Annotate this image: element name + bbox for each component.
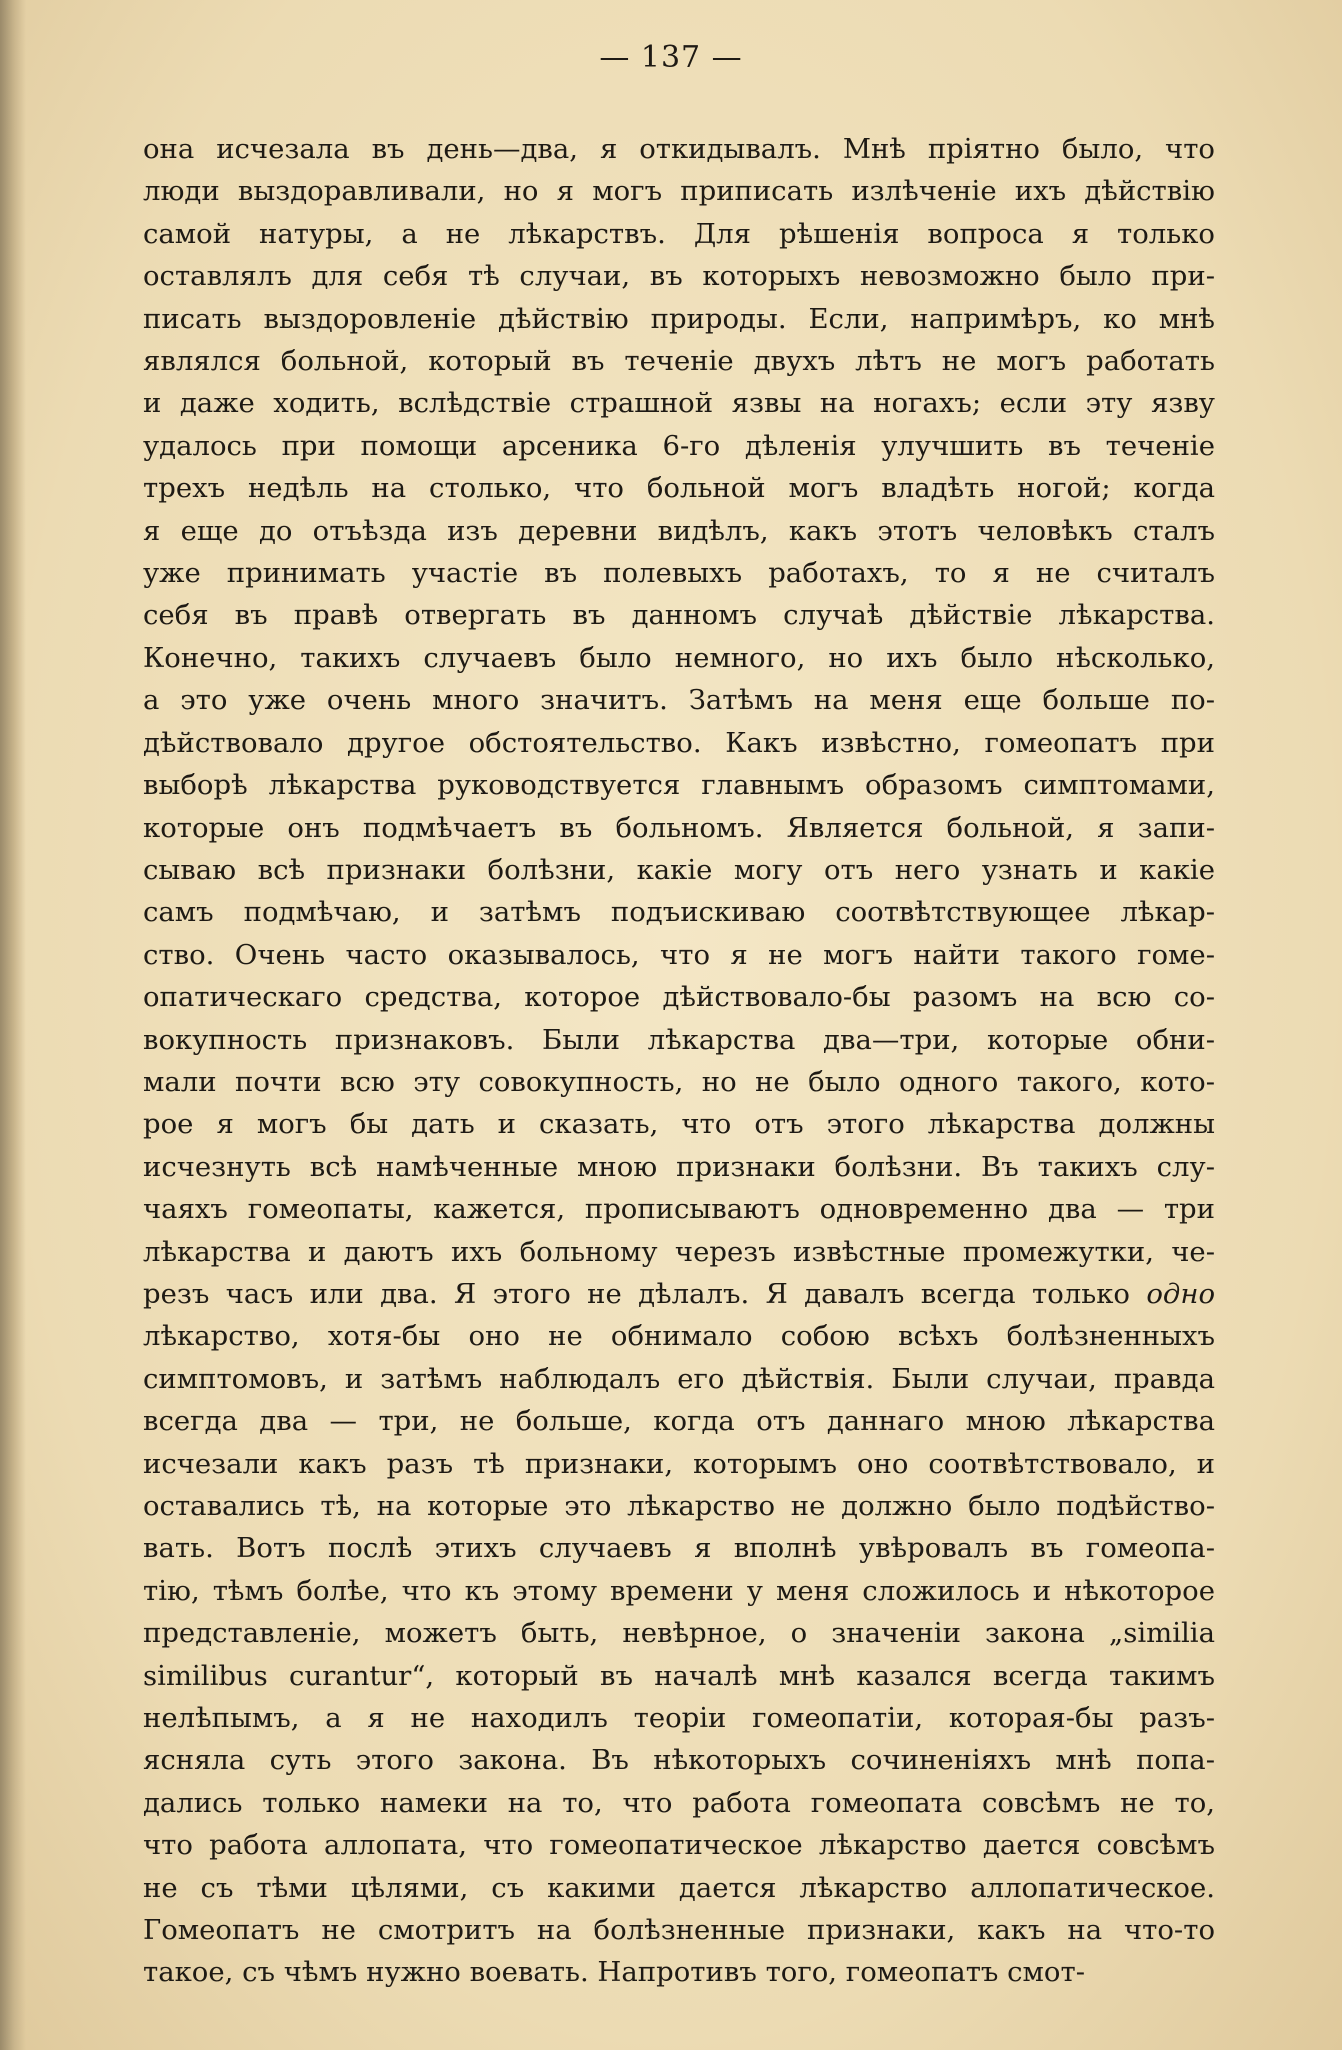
text-line: люди выздоравливали, но я могъ приписать излѣченіе ихъ дѣйствію	[143, 175, 1215, 208]
text-line: сываю всѣ признаки болѣзни, какіе могу отъ него узнать и какіе	[143, 853, 1215, 886]
text-line: исчезнуть всѣ намѣченные мною признаки болѣзни. Въ такихъ слу-	[143, 1150, 1215, 1183]
text-line: лѣкарства и даютъ ихъ больному черезъ извѣстные промежутки, че-	[143, 1235, 1215, 1268]
text-line: уже принимать участіе въ полевыхъ работахъ, то я не считалъ	[143, 557, 1215, 590]
text-line: писать выздоровленіе дѣйствію природы. Если, напримѣръ, ко мнѣ	[143, 302, 1215, 335]
text-line: мали почти всю эту совокупность, но не было одного такого, кото-	[143, 1065, 1215, 1098]
text-line: которые онъ подмѣчаетъ въ больномъ. Является больной, я запи-	[143, 811, 1215, 844]
text-line: similibus curantur“, который въ началѣ мнѣ казался всегда такимъ	[143, 1659, 1215, 1692]
emphasized-word: одно	[1146, 1277, 1215, 1310]
text-line: опатическаго средства, которое дѣйствовало-бы разомъ на всю со-	[143, 981, 1215, 1014]
text-line: не съ тѣми цѣлями, съ какими дается лѣкарство аллопатическое.	[143, 1871, 1215, 1904]
text-line: дѣйствовало другое обстоятельство. Какъ извѣстно, гомеопатъ при	[143, 726, 1215, 759]
text-line: удалось при помощи арсеника 6-го дѣленія улучшить въ теченіе	[143, 429, 1215, 462]
text-line: она исчезала въ день—два, я откидывалъ. Мнѣ пріятно было, что	[143, 133, 1215, 165]
text-line: нелѣпымъ, а я не находилъ теоріи гомеопатіи, которая-бы разъ-	[143, 1702, 1215, 1735]
text-line: ство. Очень часто оказывалось, что я не могъ найти такого гоме-	[143, 938, 1215, 971]
text-line: лѣкарство, хотя-бы оно не обнимало собою всѣхъ болѣзненныхъ	[143, 1320, 1215, 1353]
text-line: исчезали какъ разъ тѣ признаки, которымъ оно соотвѣтствовало, и	[143, 1447, 1215, 1480]
text-line: самой натуры, а не лѣкарствъ. Для рѣшенія вопроса я только	[143, 217, 1215, 250]
text-line: что работа аллопата, что гомеопатическое лѣкарство дается совсѣмъ	[143, 1829, 1215, 1862]
text-line: Гомеопатъ не смотритъ на болѣзненные признаки, какъ на что-то	[143, 1914, 1215, 1947]
text-line: такое, съ чѣмъ нужно воевать. Напротивъ того, гомеопатъ смот-	[143, 1956, 1085, 1989]
text-line: оставались тѣ, на которые это лѣкарство не должно было подѣйство-	[143, 1490, 1215, 1522]
text-line: ясняла суть этого закона. Въ нѣкоторыхъ сочиненіяхъ мнѣ попа-	[143, 1744, 1215, 1777]
text-line: симптомовъ, и затѣмъ наблюдалъ его дѣйствія. Были случаи, правда	[143, 1362, 1215, 1395]
text-line: я еще до отъѣзда изъ деревни видѣлъ, какъ этотъ человѣкъ сталъ	[143, 514, 1215, 547]
text-line: вать. Вотъ послѣ этихъ случаевъ я вполнѣ увѣровалъ въ гомеопа-	[143, 1532, 1215, 1565]
text-line-start: резъ часъ или два. Я этого не дѣлалъ. Я давалъ всегда только	[143, 1277, 1130, 1310]
text-line: являлся больной, который въ теченіе двухъ лѣтъ не могъ работать	[143, 345, 1215, 378]
text-line: самъ подмѣчаю, и затѣмъ подъискиваю соотвѣтствующее лѣкар-	[143, 896, 1215, 929]
page-number-header: — 137 —	[599, 40, 743, 75]
text-line: рое я могъ бы дать и сказать, что отъ этого лѣкарства должны	[143, 1108, 1215, 1141]
text-line: себя въ правѣ отвергать въ данномъ случаѣ дѣйствіе лѣкарства.	[143, 599, 1215, 632]
text-line	[143, 1273, 1215, 1315]
text-line: Конечно, такихъ случаевъ было немного, но ихъ было нѣсколько,	[143, 641, 1215, 674]
page-gutter-shadow	[0, 0, 26, 2050]
text-line: выборѣ лѣкарства руководствуется главнымъ образомъ симптомами,	[143, 769, 1215, 802]
text-line: представленіе, можетъ быть, невѣрное, о значеніи закона „similia	[143, 1617, 1215, 1650]
text-line: чаяхъ гомеопаты, кажется, прописываютъ одновременно два — три	[143, 1193, 1215, 1226]
text-line: всегда два — три, не больше, когда отъ даннаго мною лѣкарства	[143, 1405, 1215, 1438]
text-line: дались только намеки на то, что работа гомеопата совсѣмъ не то,	[143, 1786, 1215, 1819]
text-line: вокупность признаковъ. Были лѣкарства два—три, которые обни-	[143, 1023, 1215, 1056]
text-line: трехъ недѣль на столько, что больной могъ владѣть ногой; когда	[143, 472, 1215, 505]
body-text	[143, 128, 1215, 1994]
text-line: и даже ходить, вслѣдствіе страшной язвы на ногахъ; если эту язву	[143, 387, 1215, 420]
text-line: а это уже очень много значитъ. Затѣмъ на меня еще больше по-	[143, 684, 1215, 717]
text-line: тію, тѣмъ болѣе, что къ этому времени у меня сложилось и нѣкоторое	[143, 1574, 1215, 1607]
text-line: оставлялъ для себя тѣ случаи, въ которыхъ невозможно было при-	[143, 260, 1215, 293]
